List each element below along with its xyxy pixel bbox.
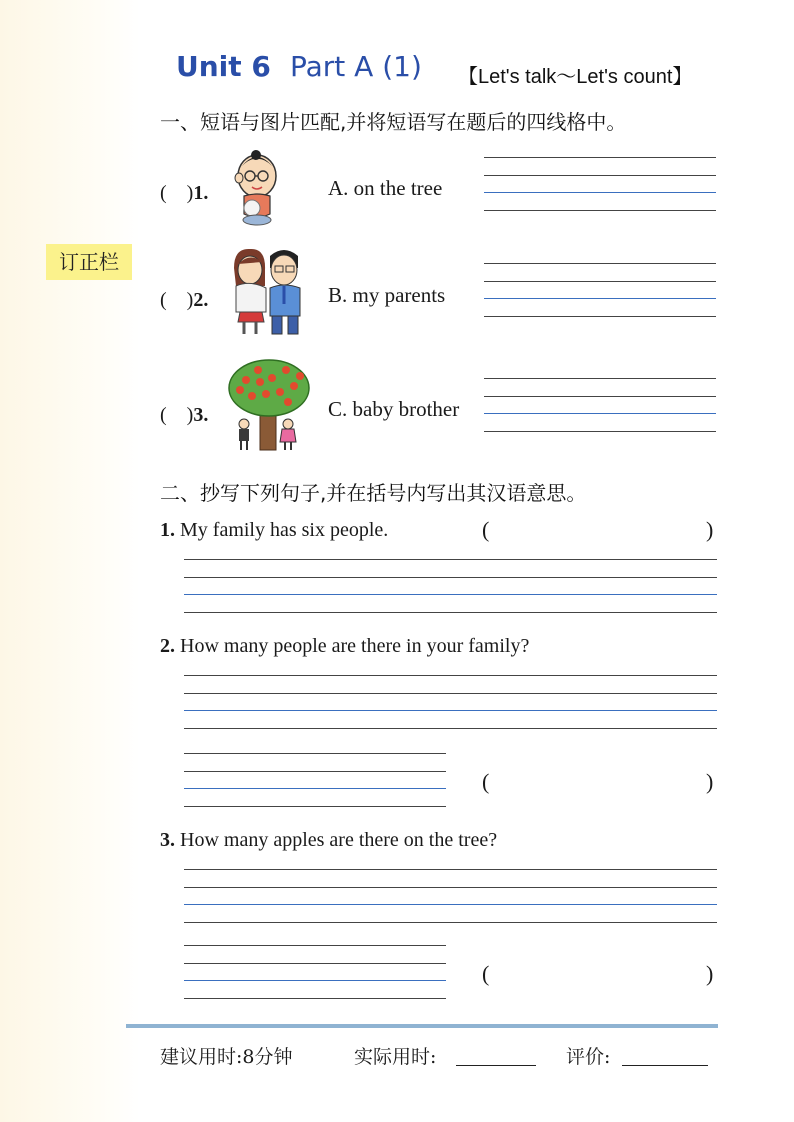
correction-margin	[0, 0, 140, 1122]
suggested-time: 建议用时:8分钟	[160, 1046, 293, 1068]
lesson-subtitle: 【Let's talk～Let's count】	[458, 66, 693, 88]
unit-title: Unit 6	[176, 50, 271, 83]
four-line-grid-2[interactable]	[484, 263, 716, 317]
translation-close-3: )	[706, 961, 714, 986]
option-c: C. baby brother	[328, 397, 460, 421]
item1-answer-paren[interactable]: ( )1.	[160, 182, 209, 204]
footer-divider	[126, 1024, 718, 1028]
translation-close-2: )	[706, 769, 714, 794]
sentence-3: 3. How many apples are there on the tree?	[160, 829, 498, 851]
copy-lines-3b[interactable]	[184, 945, 446, 999]
evaluation-blank[interactable]	[622, 1064, 708, 1066]
parents-illustration	[228, 246, 308, 338]
four-line-grid-3[interactable]	[484, 378, 716, 432]
copy-lines-1[interactable]	[184, 559, 717, 613]
option-a: A. on the tree	[328, 176, 443, 200]
actual-time-label: 实际用时:	[354, 1046, 437, 1068]
section1-title: 一、短语与图片匹配,并将短语写在题后的四线格中。	[160, 110, 627, 134]
translation-open-2: (	[482, 769, 490, 794]
four-line-grid-1[interactable]	[484, 157, 716, 211]
part-title: Part A (1)	[290, 50, 422, 83]
evaluation-label: 评价:	[566, 1046, 611, 1068]
copy-lines-2b[interactable]	[184, 753, 446, 807]
item3-answer-paren[interactable]: ( )3.	[160, 404, 209, 426]
translation-open-3: (	[482, 961, 490, 986]
actual-time-blank[interactable]	[456, 1064, 536, 1066]
section2-title: 二、抄写下列句子,并在括号内写出其汉语意思。	[160, 481, 587, 505]
sentence-2: 2. How many people are there in your family?	[160, 635, 530, 657]
copy-lines-3a[interactable]	[184, 869, 717, 923]
sentence-1: 1. My family has six people.	[160, 519, 389, 541]
baby-brother-illustration	[230, 150, 280, 226]
copy-lines-2a[interactable]	[184, 675, 717, 729]
translation-close-1: )	[706, 517, 714, 542]
correction-label: 订正栏	[46, 244, 132, 280]
item2-answer-paren[interactable]: ( )2.	[160, 289, 209, 311]
apple-tree-illustration	[226, 358, 312, 454]
option-b: B. my parents	[328, 283, 446, 307]
translation-open-1: (	[482, 517, 490, 542]
